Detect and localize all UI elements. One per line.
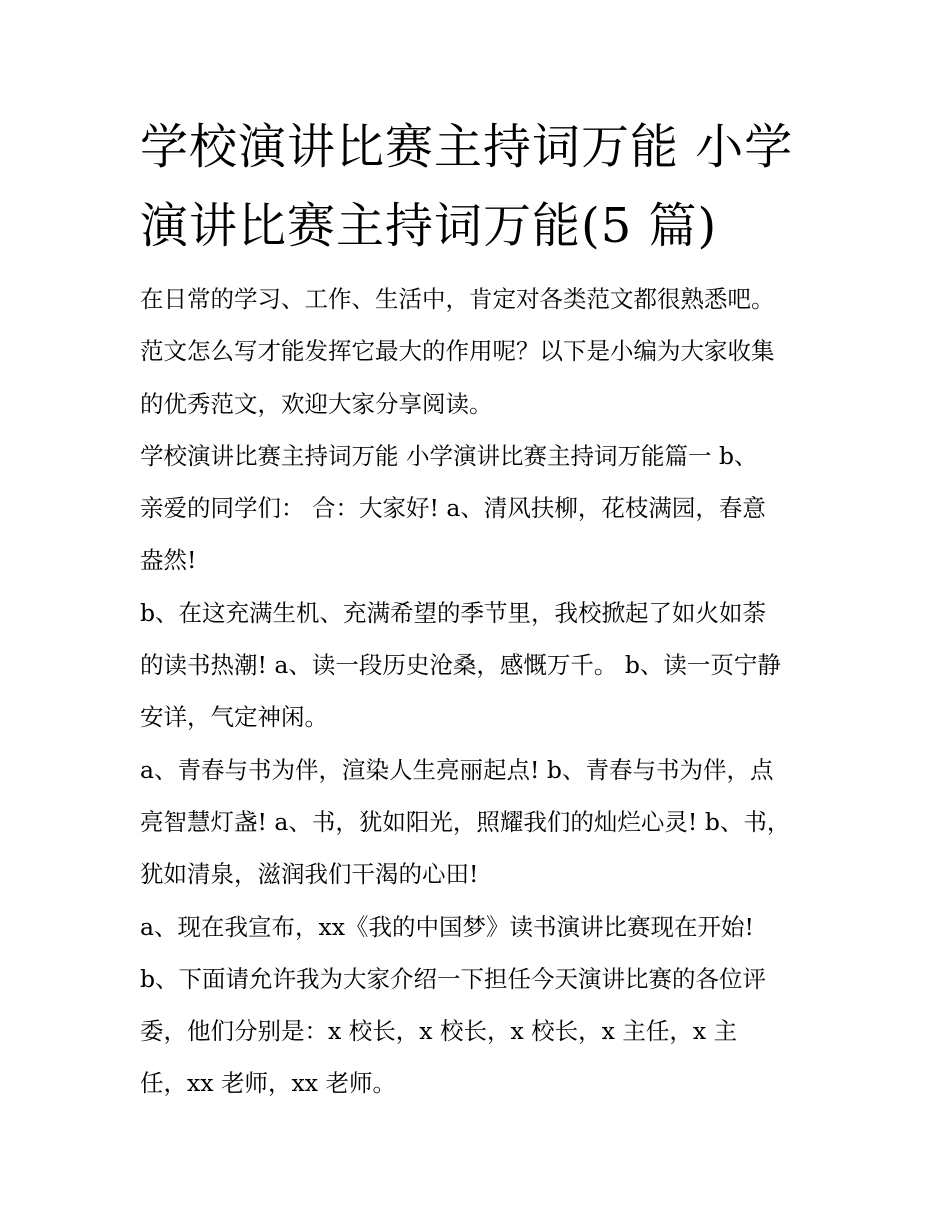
body-line: 亮智慧灯盏! a、书，犹如阳光，照耀我们的灿烂心灵! b、书， [140,807,791,836]
body-line: 的读书热潮! a、读一段历史沧桑，感慨万千。 b、读一页宁静 [140,651,781,680]
body-line: 委，他们分别是：x 校长，x 校长，x 校长，x 主任，x 主 [140,1017,738,1046]
body-line: b、在这充满生机、充满希望的季节里，我校掀起了如火如荼 [140,598,767,627]
title-line-2: 演讲比赛主持词万能(5 篇) [140,198,718,254]
body-line: a、青春与书为伴，渲染人生亮丽起点! b、青春与书为伴，点 [140,755,774,784]
body-line: 任，xx 老师，xx 老师。 [140,1069,396,1098]
body-line: 犹如清泉，滋润我们干渴的心田! [140,860,479,889]
body-line: 学校演讲比赛主持词万能 小学演讲比赛主持词万能篇一 b、 [140,441,758,470]
body-line: 盎然! [140,546,197,575]
body-line: 安详，气定神闲。 [140,703,328,732]
body-line: b、下面请允许我为大家介绍一下担任今天演讲比赛的各位评 [140,964,767,993]
body-line: 范文怎么写才能发挥它最大的作用呢？以下是小编为大家收集 [140,337,775,366]
body-line: 的优秀范文，欢迎大家分享阅读。 [140,389,493,418]
title-line-1: 学校演讲比赛主持词万能 小学 [140,119,794,175]
body-line: 在日常的学习、工作、生活中，肯定对各类范文都很熟悉吧。 [140,285,775,313]
document-body [140,273,830,1110]
body-line: a、现在我宣布，xx《我的中国梦》读书演讲比赛现在开始! [140,912,754,941]
document-title [140,108,830,266]
body-line: 亲爱的同学们： 合：大家好! a、清风扶柳，花枝满园，春意 [140,494,766,523]
